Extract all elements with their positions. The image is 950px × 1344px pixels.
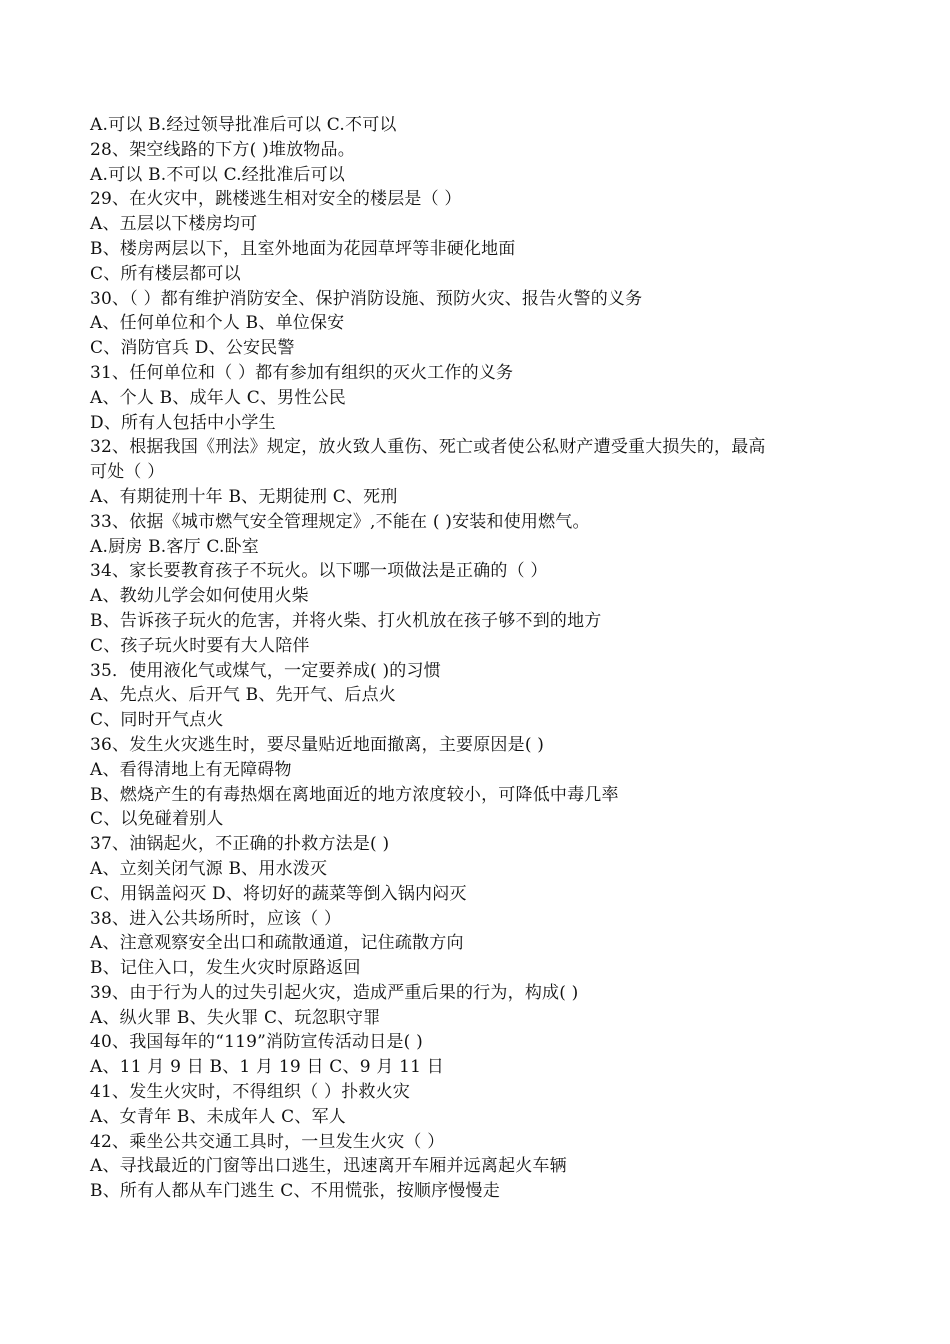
text-line: A、立刻关闭气源 B、用水泼灭 (90, 858, 328, 879)
text-line: A、11 月 9 日 B、1 月 19 日 C、9 月 11 日 (90, 1057, 444, 1078)
text-line: C、孩子玩火时要有大人陪伴 (90, 635, 310, 656)
question-38: 38、进入公共场所时，应该（ ） (90, 908, 342, 929)
text-line: B、记住入口，发生火灾时原路返回 (90, 958, 361, 979)
text-line: A、寻找最近的门窗等出口逃生，迅速离开车厢并远离起火车辆 (90, 1156, 567, 1177)
text-line: C、消防官兵 D、公安民警 (90, 338, 295, 359)
question-35: 35．使用液化气或煤气，一定要养成( )的习惯 (90, 660, 441, 681)
text-line: A、有期徒刑十年 B、无期徒刑 C、死刑 (90, 486, 398, 507)
text-line: C、同时开气点火 (90, 710, 224, 731)
text-line: A、看得清地上有无障碍物 (90, 759, 292, 780)
text-line: A、先点火、后开气 B、先开气、后点火 (90, 685, 396, 706)
text-line: A.可以 B.不可以 C.经批准后可以 (90, 164, 345, 185)
text-line: A、五层以下楼房均可 (90, 214, 258, 235)
question-36: 36、发生火灾逃生时，要尽量贴近地面撤离，主要原因是( ) (90, 734, 545, 755)
question-30: 30、（ ）都有维护消防安全、保护消防设施、预防火灾、报告火警的义务 (90, 288, 643, 309)
text-line: A、纵火罪 B、失火罪 C、玩忽职守罪 (90, 1007, 381, 1028)
question-40: 40、我国每年的“119”消防宣传活动日是( ) (90, 1032, 423, 1053)
text-line: A、任何单位和个人 B、单位保安 (90, 313, 345, 334)
question-42: 42、乘坐公共交通工具时，一旦发生火灾（ ） (90, 1131, 445, 1152)
text-line: C、所有楼层都可以 (90, 263, 241, 284)
text-line: B、燃烧产生的有毒热烟在离地面近的地方浓度较小，可降低中毒几率 (90, 784, 619, 805)
text-line: B、所有人都从车门逃生 C、不用慌张，按顺序慢慢走 (90, 1181, 500, 1202)
text-line: B、楼房两层以下，且室外地面为花园草坪等非硬化地面 (90, 238, 516, 259)
question-29: 29、在火灾中，跳楼逃生相对安全的楼层是（ ） (90, 189, 462, 210)
text-line: 可处（ ） (90, 462, 165, 483)
text-line: B、告诉孩子玩火的危害，并将火柴、打火机放在孩子够不到的地方 (90, 610, 602, 631)
text-line: A.可以 B.经过领导批准后可以 C.不可以 (90, 115, 397, 135)
question-39: 39、由于行为人的过失引起火灾，造成严重后果的行为，构成( ) (90, 982, 579, 1003)
text-line: A.厨房 B.客厅 C.卧室 (90, 536, 259, 557)
question-41: 41、发生火灾时，不得组织（ ）扑救火灾 (90, 1082, 411, 1103)
question-31: 31、任何单位和（ ）都有参加有组织的灭火工作的义务 (90, 362, 514, 383)
text-line: A、教幼儿学会如何使用火柴 (90, 586, 309, 607)
text-line: D、所有人包括中小学生 (90, 412, 276, 433)
text-line: C、用锅盖闷灭 D、将切好的蔬菜等倒入锅内闷灭 (90, 883, 467, 904)
question-33: 33、依据《城市燃气安全管理规定》,不能在 ( )安装和使用燃气。 (90, 511, 590, 532)
question-32: 32、根据我国《刑法》规定，放火致人重伤、死亡或者使公私财产遭受重大损失的，最高 (90, 437, 766, 458)
question-37: 37、油锅起火，不正确的扑救方法是( ) (90, 834, 390, 855)
question-28: 28、架空线路的下方( )堆放物品。 (90, 139, 355, 160)
text-line: A、个人 B、成年人 C、男性公民 (90, 387, 346, 408)
text-line: A、注意观察安全出口和疏散通道，记住疏散方向 (90, 933, 464, 954)
text-line: A、女青年 B、未成年人 C、军人 (90, 1106, 346, 1127)
text-line: C、以免碰着别人 (90, 809, 224, 830)
question-34: 34、家长要教育孩子不玩火。以下哪一项做法是正确的（ ） (90, 561, 548, 582)
document-body (90, 113, 870, 1204)
